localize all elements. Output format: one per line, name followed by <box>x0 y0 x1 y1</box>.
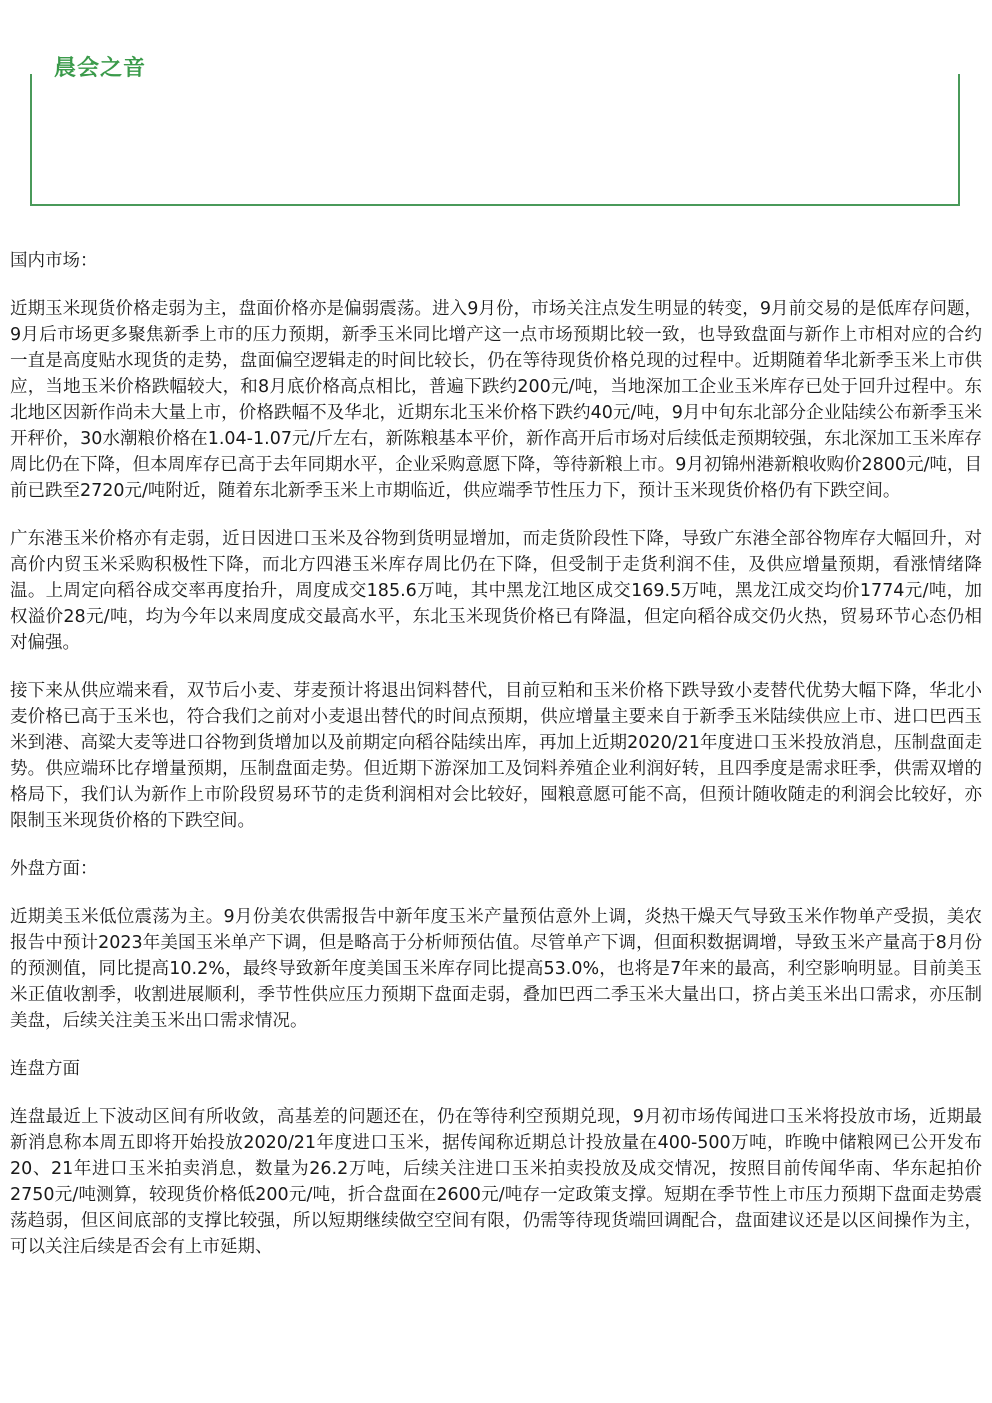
section-heading-dalian: 连盘方面 <box>10 1059 80 1079</box>
paragraph: 广东港玉米价格亦有走弱，近日因进口玉米及谷物到货明显增加，而走货阶段性下降，导致广东港全部谷物库存大幅回升，对高价内贸玉米采购积极性下降，而北方四港玉米库存周比仍在下降，但受制于走货利润不佳，及供应增量预期，看涨情绪降温。上周定向稻谷成交率再度抬升，周度成交185.6万吨，其中黑龙江地区成交169.5万吨，黑龙江成交均价1774元/吨，加权溢价28元/吨，均为今年以来周度成交最高水平，东北玉米现货价格已有降温，但定向稻谷成交仍火热，贸易环节心态仍相对偏强。 <box>10 529 982 653</box>
section-heading-foreign: 外盘方面： <box>10 859 98 879</box>
page-title: 晨会之音 <box>54 56 147 81</box>
paragraph: 近期美玉米低位震荡为主。9月份美农供需报告中新年度玉米产量预估意外上调，炎热干燥天气导致玉米作物单产受损，美农报告中预计2023年美国玉米单产下调，但是略高于分析师预估值。尽管单产下调，但面积数据调增，导致玉米产量高于8月份的预测值，同比提高10.2%，最终导致新年度美国玉米库存同比提高53.0%，也将是7年来的最高，利空影响明显。目前美玉米正值收割季，收割进展顺利，季节性供应压力预期下盘面走弱，叠加巴西二季玉米大量出口，挤占美玉米出口需求，亦压制美盘，后续关注美玉米出口需求情况。 <box>10 907 982 1031</box>
paragraph: 近期玉米现货价格走弱为主，盘面价格亦是偏弱震荡。进入9月份，市场关注点发生明显的转变，9月前交易的是低库存问题，9月后市场更多聚焦新季上市的压力预期，新季玉米同比增产这一点市场预期比较一致，也导致盘面与新作上市相对应的合约一直是高度贴水现货的走势，盘面偏空逻辑走的时间比较长，仍在等待现货价格兑现的过程中。近期随着华北新季玉米上市供应，当地玉米价格跌幅较大，和8月底价格高点相比，普遍下跌约200元/吨，当地深加工企业玉米库存已处于回升过程中。东北地区因新作尚未大量上市，价格跌幅不及华北，近期东北玉米价格下跌约40元/吨，9月中旬东北部分企业陆续公布新季玉米开秤价，30水潮粮价格在1.04-1.07元/斤左右，新陈粮基本平价，新作高开后市场对后续低走预期较强，东北深加工玉米库存周比仍在下降，但本周库存已高于去年同期水平，企业采购意愿下降，等待新粮上市。9月初锦州港新粮收购价2800元/吨，目前已跌至2720元/吨附近，随着东北新季玉米上市期临近，供应端季节性压力下，预计玉米现货价格仍有下跌空间。 <box>10 299 982 501</box>
article-body <box>10 248 982 1282</box>
paragraph: 连盘最近上下波动区间有所收敛，高基差的问题还在，仍在等待利空预期兑现，9月初市场传闻进口玉米将投放市场，近期最新消息称本周五即将开始投放2020/21年度进口玉米，据传闻称近期总计投放量在400-500万吨，昨晚中储粮网已公开发布20、21年进口玉米拍卖消息，数量为26.2万吨，后续关注进口玉米拍卖投放及成交情况，按照目前传闻华南、华东起拍价2750元/吨测算，较现货价格低200元/吨，折合盘面在2600元/吨存一定政策支撑。短期在季节性上市压力预期下盘面走势震荡趋弱，但区间底部的支撑比较强，所以短期继续做空空间有限，仍需等待现货端回调配合，盘面建议还是以区间操作为主，可以关注后续是否会有上市延期、 <box>10 1107 982 1257</box>
paragraph: 接下来从供应端来看，双节后小麦、芽麦预计将退出饲料替代，目前豆粕和玉米价格下跌导致小麦替代优势大幅下降，华北小麦价格已高于玉米也，符合我们之前对小麦退出替代的时间点预期，供应增量主要来自于新季玉米陆续供应上市、进口巴西玉米到港、高粱大麦等进口谷物到货增加以及前期定向稻谷陆续出库，再加上近期2020/21年度进口玉米投放消息，压制盘面走势。供应端环比存增量预期，压制盘面走势。但近期下游深加工及饲料养殖企业利润好转，且四季度是需求旺季，供需双增的格局下，我们认为新作上市阶段贸易环节的走货利润相对会比较好，囤粮意愿可能不高，但预计随收随走的利润会比较好，亦限制玉米现货价格的下跌空间。 <box>10 681 982 831</box>
header-frame <box>30 74 960 206</box>
section-heading-domestic: 国内市场： <box>10 251 98 271</box>
